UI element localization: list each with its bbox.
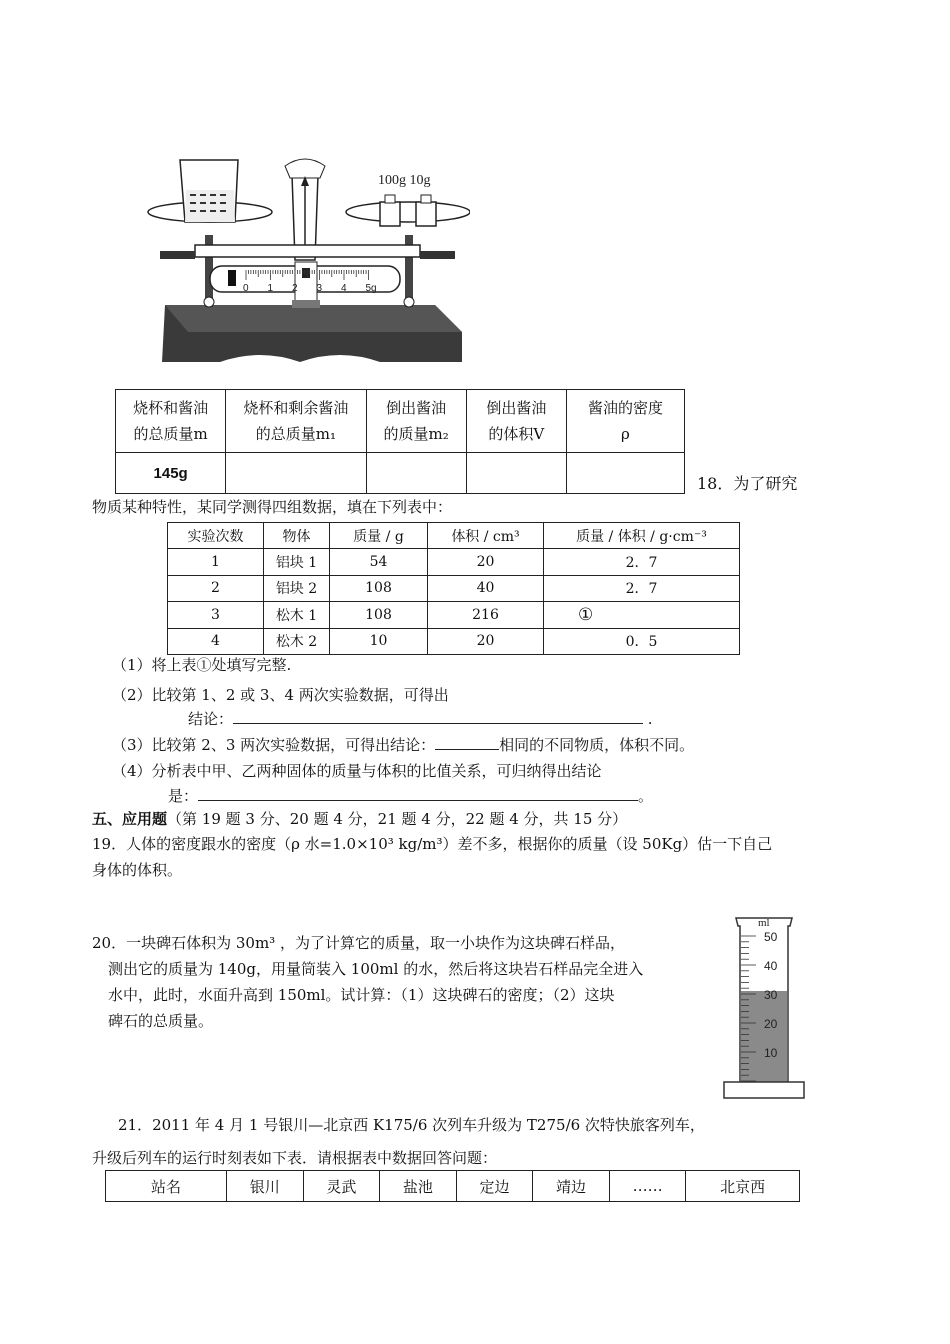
exp-cell: 3 [168,602,264,629]
table-row [168,628,740,655]
q18-part3-prefix: （3）比较第 2、3 两次实验数据，可得出结论： [112,736,436,754]
cylinder-tick-label: 30 [764,988,778,1002]
ruler-tick-label: 1 [267,283,274,294]
q18-part2-label: 结论： [188,710,234,728]
soy-table-header-row [116,390,685,453]
soy-cell-poured-volume[interactable] [466,453,566,494]
exp-cell: 40 [428,575,544,602]
q18-part4-label: 是： [168,787,199,805]
station-cell: 靖边 [533,1171,610,1202]
q18-part4-end: 。 [638,787,654,805]
q18-intro: 物质某种特性，某同学测得四组数据，填在下列表中： [92,498,453,516]
exp-cell: 54 [330,549,428,576]
table-row [168,575,740,602]
ruler-tick-label: 3 [316,283,323,294]
exp-cell: 10 [330,628,428,655]
q18-part1: （1）将上表①处填写完整. [112,656,292,674]
answer-blank[interactable] [233,707,643,724]
station-cell: 灵武 [303,1171,380,1202]
exp-cell: 松木 2 [264,628,330,655]
experiment-table [167,522,740,655]
exp-cell: 2．7 [544,575,740,602]
station-cell: 定边 [456,1171,533,1202]
q19-line2: 身体的体积。 [92,861,183,879]
exp-cell: 2．7 [544,549,740,576]
soy-cell-poured-mass[interactable] [366,453,466,494]
exp-cell: 20 [428,549,544,576]
section5-title: 五、应用题 [92,811,168,828]
exp-cell: 松木 1 [264,602,330,629]
timetable-station-row [106,1171,800,1202]
exp-cell: 4 [168,628,264,655]
ruler-tick-label: 2 [292,283,298,294]
exp-cell: 108 [330,602,428,629]
answer-blank[interactable] [198,784,638,801]
q20-line2: 测出它的质量为 140g，用量筒装入 100ml 的水，然后将这块岩石样品完全进入 [108,960,644,978]
exp-blank-cell[interactable]: ① [544,602,740,629]
exp-cell: 1 [168,549,264,576]
exp-cell: 铝块 1 [264,549,330,576]
table-row [168,549,740,576]
station-cell: 银川 [227,1171,304,1202]
exp-cell: 108 [330,575,428,602]
cylinder-unit: ml [758,917,770,929]
exp-header-ratio: 质量 / 体积 / g·cm⁻³ [544,523,740,549]
ruler-tick-label: 4 [341,283,347,294]
balance-figure [140,150,470,365]
ruler-tick-label: 0 [243,283,249,294]
weights-label: 100g 10g [378,173,431,188]
soy-header-total-mass: 烧杯和酱油 的总质量m [116,390,226,453]
exp-cell: 216 [428,602,544,629]
exp-cell: 铝块 2 [264,575,330,602]
section5-score: （第 19 题 3 分、20 题 4 分，21 题 4 分，22 题 4 分，共 15 分） [167,810,628,828]
q21-line2: 升级后列车的运行时刻表如下表．请根据表中数据回答问题： [92,1149,498,1167]
answer-blank[interactable] [435,733,499,750]
timetable-header: 站名 [106,1171,227,1202]
exp-header-trial: 实验次数 [168,523,264,549]
timetable [105,1170,800,1202]
soy-cell-total: 145g [116,453,226,494]
q18-part2: （2）比较第 1、2 或 3、4 两次实验数据，可得出 [112,686,449,704]
section5-heading [92,806,627,833]
q18-part3-suffix: 相同的不同物质，体积不同。 [499,736,695,754]
q20-line3: 水中，此时，水面升高到 150ml。试计算：（1）这块碑石的密度；（2）这块 [108,986,615,1004]
measuring-cylinder [722,912,807,1102]
q18-part2-answer: 结论： . [188,706,653,732]
exp-cell: 2 [168,575,264,602]
ruler-tick-label: 5g [365,283,377,294]
q19-line1: 19．人体的密度跟水的密度（ρ 水=1.0×10³ kg/m³）差不多，根据你的质量（设 50Kg）估一下自己 [92,835,773,853]
soy-table [115,389,685,494]
q21-line1: 21．2011 年 4 月 1 号银川—北京西 K175/6 次列车升级为 T275/6 次特快旅客列车， [118,1116,705,1134]
q18-part3 [112,732,694,758]
station-cell: 北京西 [686,1171,800,1202]
soy-table-data-row [116,453,685,494]
station-cell: 盐池 [380,1171,457,1202]
exp-cell: 20 [428,628,544,655]
soy-header-poured-mass: 倒出酱油 的质量m₂ [366,390,466,453]
soy-cell-remaining[interactable] [226,453,366,494]
exp-header-object: 物体 [264,523,330,549]
experiment-header-row [168,523,740,549]
exp-header-mass: 质量 / g [330,523,428,549]
soy-header-remaining-mass: 烧杯和剩余酱油 的总质量m₁ [226,390,366,453]
cylinder-tick-label: 20 [764,1017,778,1031]
cylinder-tick-label: 10 [764,1046,778,1060]
exp-cell: 0．5 [544,628,740,655]
station-cell: …… [609,1171,686,1202]
cylinder-tick-label: 40 [764,959,778,973]
soy-header-density: 酱油的密度 ρ [566,390,684,453]
cylinder-tick-label: 50 [764,930,778,944]
q18-number: 18．为了研究 [697,474,798,493]
soy-header-poured-volume: 倒出酱油 的体积V [466,390,566,453]
exp-header-volume: 体积 / cm³ [428,523,544,549]
soy-cell-density[interactable] [566,453,684,494]
q20-line1: 20．一块碑石体积为 30m³ ，为了计算它的质量，取一小块作为这块碑石样品， [92,934,625,952]
q18-part4: （4）分析表中甲、乙两种固体的质量与体积的比值关系，可归纳得出结论 [112,762,602,780]
table-row [168,602,740,629]
q20-line4: 碑石的总质量。 [108,1012,214,1030]
